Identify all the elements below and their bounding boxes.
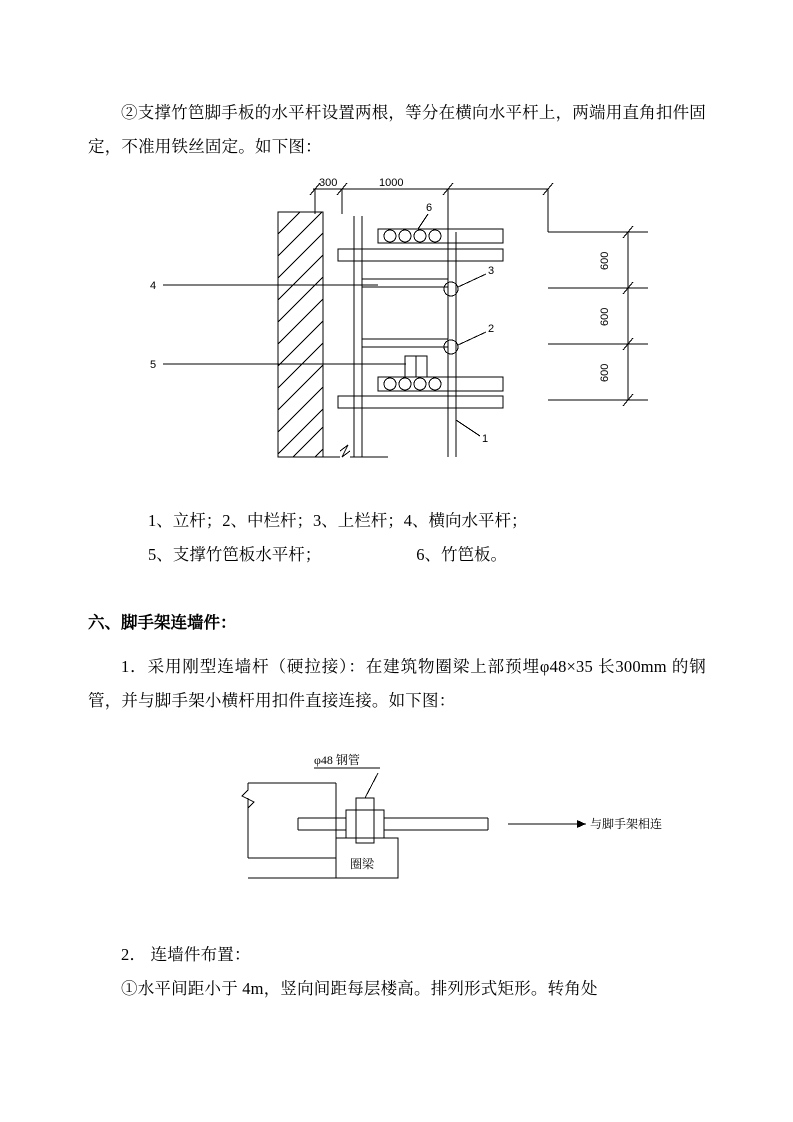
spacer [88, 718, 706, 738]
page-content [88, 96, 706, 1006]
legend-part-5: 5、支撑竹笆板水平杆； [148, 545, 322, 564]
figure1-callout-1: 1 [482, 433, 489, 445]
figure1-legend-line-2 [88, 538, 706, 572]
figure1-dim-600-1: 600 [599, 251, 611, 270]
spacer [88, 164, 706, 174]
spacer [88, 640, 706, 650]
spacer [88, 572, 706, 606]
figure2-label-beam: 圈梁 [350, 857, 375, 871]
figure2-label-connect: 与脚手架相连 [590, 817, 663, 831]
figure1-callout-3: 3 [488, 265, 495, 277]
figure2-label-pipe: φ48 钢管 [314, 753, 360, 767]
figure1-dim-1000: 1000 [379, 177, 404, 189]
figure1-callout-5: 5 [150, 359, 157, 371]
figure1-callout-6: 6 [426, 202, 433, 214]
paragraph-1: ②支撑竹笆脚手板的水平杆设置两根，等分在横向水平杆上，两端用直角扣件固定，不准用铁丝固定。如下图： [88, 103, 706, 156]
spacer [88, 484, 706, 504]
figure1-callout-2: 2 [488, 323, 495, 335]
paragraph-2: 1．采用刚型连墙杆（硬拉接）：在建筑物圈梁上部预埋φ48×35 长300mm 的钢管，并与脚手架小横杆用扣件直接连接。如下图： [88, 657, 706, 710]
figure1-dim-600-3: 600 [599, 363, 611, 382]
paragraph-3: 2． 连墙件布置： [121, 945, 251, 964]
paragraph-4: ①水平间距小于 4m，竖向间距每层楼高。排列形式矩形。转角处 [121, 979, 598, 998]
figure1-dim-300: 300 [319, 177, 338, 189]
section-heading-6: 六、脚手架连墙件： [88, 613, 237, 632]
figure1-legend-line-1: 1、立杆；2、中栏杆；3、上栏杆；4、横向水平杆； [148, 511, 528, 530]
spacer [88, 918, 706, 938]
figure1-dim-600-2: 600 [599, 307, 611, 326]
figure-wall-tie [88, 738, 706, 918]
figure1-callout-4: 4 [150, 280, 157, 292]
figure-scaffold-section [88, 174, 706, 484]
legend-part-6: 6、竹笆板。 [416, 545, 507, 564]
